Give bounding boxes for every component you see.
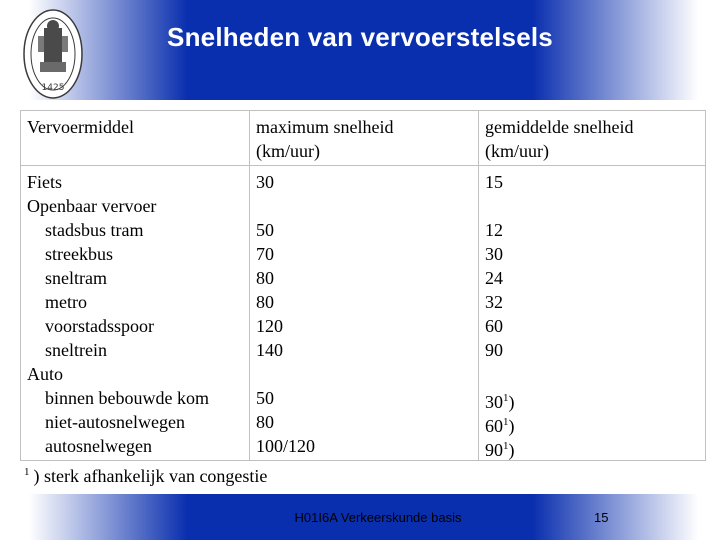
mode-sneltrein: sneltrein	[45, 340, 107, 360]
max-niet-autosnelwegen: 80	[256, 412, 274, 432]
avg-autosnelwegen: 90$^1$)	[485, 440, 515, 460]
footnote	[24, 466, 267, 487]
header-max-speed: maximum snelheid (km/uur)	[250, 111, 479, 166]
footnote-ref: 1	[503, 416, 509, 428]
max-sneltram: 80	[256, 268, 274, 288]
page-number: 15	[594, 510, 609, 525]
avg-sneltrein: 90	[485, 340, 503, 360]
footnote-text: ) sterk afhankelijk van congestie	[33, 466, 268, 486]
mode-auto: Auto	[27, 364, 63, 384]
mode-openbaar-vervoer: Openbaar vervoer	[27, 196, 157, 216]
avg-bebouwde-kom: 30$^1$)	[485, 392, 515, 412]
avg-stadsbus: 12	[485, 220, 503, 240]
footnote-ref: 1	[503, 440, 509, 452]
avg-voorstadsspoor: 60	[485, 316, 503, 336]
mode-sneltram: sneltram	[45, 268, 107, 288]
max-stadsbus: 50	[256, 220, 274, 240]
page-title: Snelheden van vervoerstelsels	[167, 22, 553, 52]
mode-metro: metro	[45, 292, 87, 312]
mode-voorstadsspoor: voorstadsspoor	[45, 316, 154, 336]
mode-streekbus: streekbus	[45, 244, 113, 264]
max-speed-column	[250, 166, 479, 461]
svg-text:1425: 1425	[41, 83, 65, 93]
max-voorstadsspoor: 120	[256, 316, 283, 336]
avg-speed-column	[479, 166, 706, 461]
avg-metro: 32	[485, 292, 503, 312]
avg-sneltram: 24	[485, 268, 503, 288]
header-mode: Vervoermiddel	[21, 111, 250, 166]
footnote-mark: 1	[24, 466, 30, 478]
max-sneltrein: 140	[256, 340, 283, 360]
footnote-ref: 1	[503, 392, 509, 404]
speeds-table	[20, 110, 706, 461]
max-bebouwde-kom: 50	[256, 388, 274, 408]
table-row	[21, 166, 706, 461]
avg-fiets: 15	[485, 172, 503, 192]
mode-autosnelwegen: autosnelwegen	[45, 436, 152, 456]
mode-stadsbus: stadsbus tram	[45, 220, 144, 240]
max-metro: 80	[256, 292, 274, 312]
course-label: H01I6A Verkeerskunde basis	[294, 510, 462, 525]
header-avg-speed: gemiddelde snelheid (km/uur)	[479, 111, 706, 166]
max-fiets: 30	[256, 172, 274, 192]
mode-column	[21, 166, 250, 461]
avg-streekbus: 30	[485, 244, 503, 264]
mode-bebouwde-kom: binnen bebouwde kom	[45, 388, 209, 408]
avg-niet-autosnelwegen: 60$^1$)	[485, 416, 515, 436]
mode-fiets: Fiets	[27, 172, 63, 192]
max-streekbus: 70	[256, 244, 274, 264]
mode-niet-autosnelwegen: niet-autosnelwegen	[45, 412, 185, 432]
max-autosnelwegen: 100/120	[256, 436, 316, 456]
table-header-row	[21, 111, 706, 166]
